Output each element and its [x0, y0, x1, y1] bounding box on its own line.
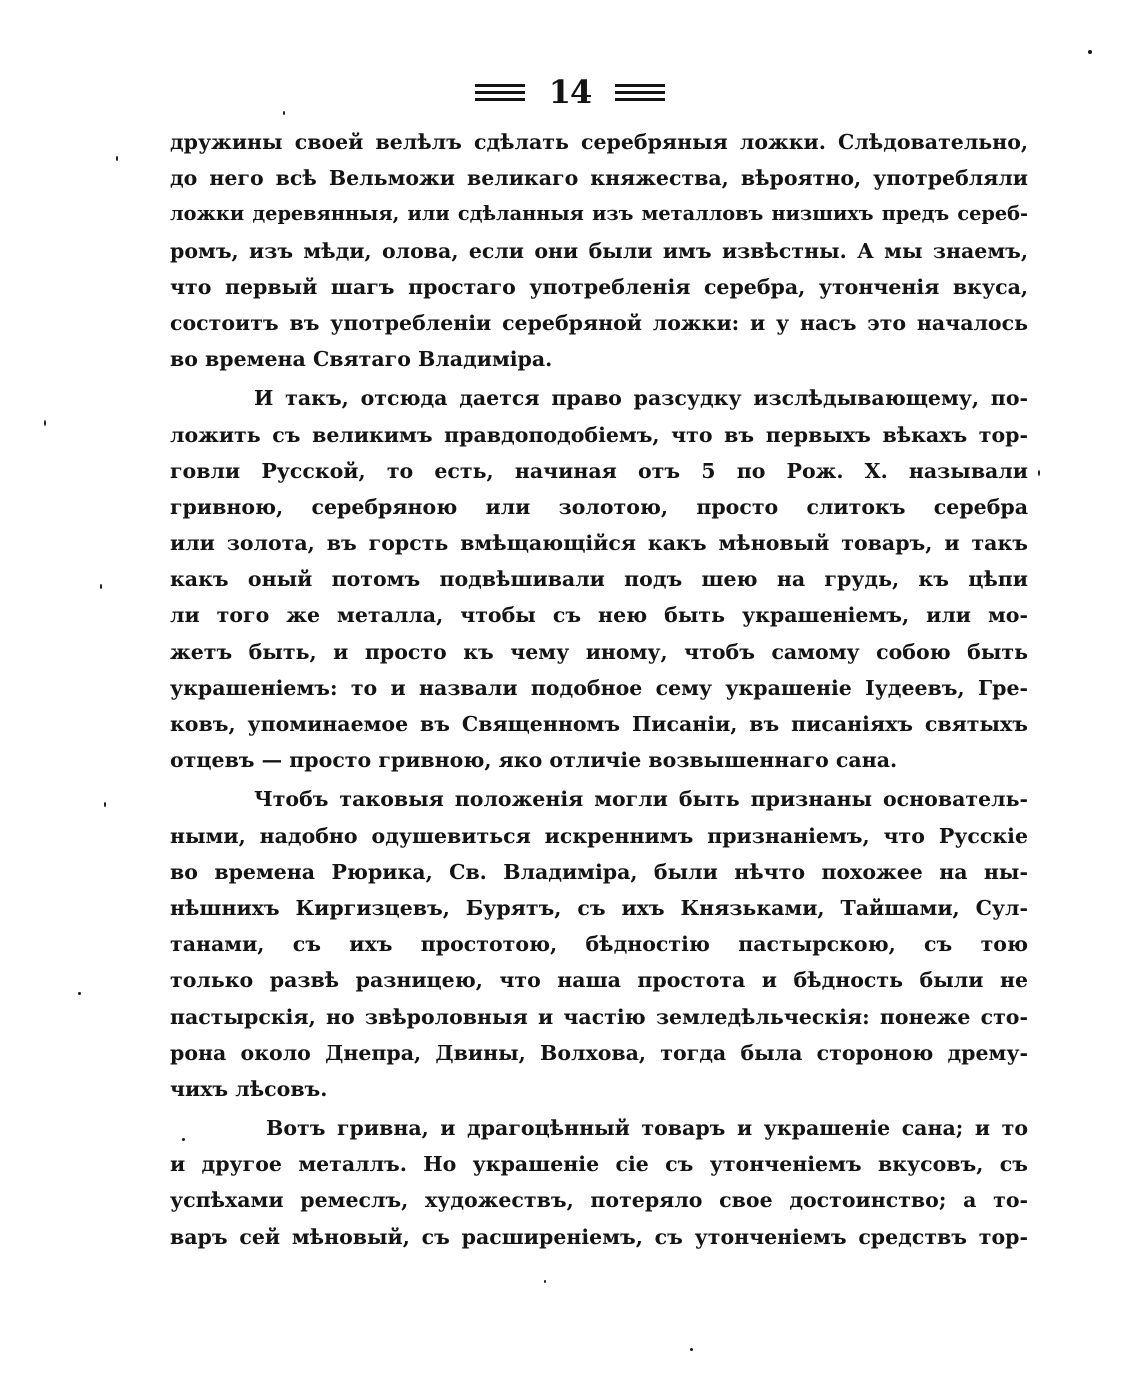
- body-text: [170, 124, 1028, 1255]
- rule-line: [475, 91, 525, 94]
- paragraph-3: [170, 781, 1028, 1107]
- rule-line: [615, 84, 665, 87]
- text-line: какъ оный потомъ подвѣшивали подъ шею на грудь, къ цѣпи: [170, 567, 1028, 592]
- text-line: и другое металлъ. Но украшеніе сіе съ утонченіемъ вкусовъ, съ: [170, 1152, 1028, 1177]
- text-line: ли того же металла, чтобы съ нею быть украшеніемъ, или мо-: [170, 603, 1028, 628]
- scan-speck: [690, 1348, 693, 1351]
- paragraph-2: [170, 380, 1028, 778]
- text-line: ложки деревянныя, или сдѣланныя изъ металловъ низшихъ предъ сереб-: [170, 202, 1028, 226]
- paragraph-4: [170, 1110, 1028, 1255]
- text-line: варъ сей мѣновый, съ расширеніемъ, съ утонченіемъ средствъ тор-: [170, 1224, 1028, 1249]
- text-line: только развѣ разницею, что наша простота и бѣдность были не: [170, 968, 1028, 993]
- scan-speck: [78, 992, 81, 995]
- text-line: ложить съ великимъ правдоподобіемъ, что въ первыхъ вѣкахъ тор-: [170, 422, 1028, 447]
- text-line: нѣшнихъ Киргизцевъ, Бурятъ, съ ихъ Князьками, Тайшами, Сул-: [170, 895, 1028, 920]
- text-line: И такъ, отсюда дается право разсудку изслѣдывающему, по-: [254, 386, 1028, 411]
- text-line: успѣхами ремеслъ, художествъ, потеряло свое достоинство; а то-: [170, 1188, 1028, 1213]
- text-line: Вотъ гривна, и драгоцѣнный товаръ и украшеніе сана; и то: [266, 1116, 1028, 1141]
- text-line: украшеніемъ: то и назвали подобное сему украшеніе Іудеевъ, Гре-: [170, 675, 1028, 700]
- text-line: чихъ лѣсовъ.: [170, 1076, 328, 1101]
- header-rule-right: [615, 84, 665, 101]
- rule-line: [475, 84, 525, 87]
- text-line: пастырскія, но звѣроловныя и частію земледѣльческія: понеже сто-: [170, 1004, 1028, 1029]
- text-line: или золота, въ горсть вмѣщающійся какъ мѣновый товаръ, и такъ: [170, 531, 1028, 556]
- rule-line: [475, 98, 525, 101]
- paragraph-1: [170, 124, 1028, 377]
- text-line: гривною, серебряною или золотою, просто слитокъ серебра: [170, 494, 1028, 519]
- text-line: во времена Рюрика, Св. Владиміра, были нѣчто похожее на ны-: [170, 859, 1028, 884]
- rule-line: [615, 91, 665, 94]
- scan-speck: [104, 802, 106, 807]
- text-line: состоитъ въ употребленіи серебряной ложки: и у насъ это началось: [170, 310, 1028, 335]
- text-line: Чтобъ таковыя положенія могли быть признаны основатель-: [254, 787, 1028, 812]
- scan-speck: [44, 420, 46, 426]
- page-number: 14: [548, 73, 592, 111]
- text-line: во времена Святаго Владиміра.: [170, 347, 553, 372]
- scan-speck: [1088, 50, 1092, 54]
- text-line: ными, надобно одушевиться искреннимъ признаніемъ, что Русскіе: [170, 823, 1028, 848]
- text-line: говли Русской, то есть, начиная отъ 5 по Рож. Х. называли: [170, 458, 1028, 483]
- scan-speck: [283, 111, 285, 115]
- scan-speck: [100, 584, 102, 589]
- scan-speck: [1038, 470, 1040, 476]
- page-header: [0, 72, 1140, 112]
- scan-speck: [544, 1280, 546, 1283]
- text-line: жетъ быть, и просто къ чему иному, чтобъ самому собою быть: [170, 639, 1028, 664]
- text-line: ковъ, упоминаемое въ Священномъ Писаніи, въ писаніяхъ святыхъ: [170, 712, 1028, 736]
- scan-speck: [116, 156, 118, 161]
- scan-speck: [182, 1138, 185, 1141]
- text-line: ромъ, изъ мѣди, олова, если они были имъ извѣстны. А мы знаемъ,: [170, 238, 1028, 263]
- text-line: рона около Днепра, Двины, Волхова, тогда была стороною дрему-: [170, 1040, 1028, 1065]
- header-rule-left: [475, 84, 525, 101]
- text-line: до него всѣ Вельможи великаго княжества, вѣроятно, употребляли: [170, 166, 1028, 191]
- rule-line: [615, 98, 665, 101]
- text-line: что первый шагъ простаго употребленія серебра, утонченія вкуса,: [170, 274, 1028, 299]
- text-line: танами, съ ихъ простотою, бѣдностію пастырскою, съ тою: [170, 932, 1028, 957]
- text-line: дружины своей велѣлъ сдѣлать серебряныя ложки. Слѣдовательно,: [170, 130, 1028, 154]
- text-line: отцевъ — просто гривною, яко отличіе возвышеннаго сана.: [170, 748, 898, 773]
